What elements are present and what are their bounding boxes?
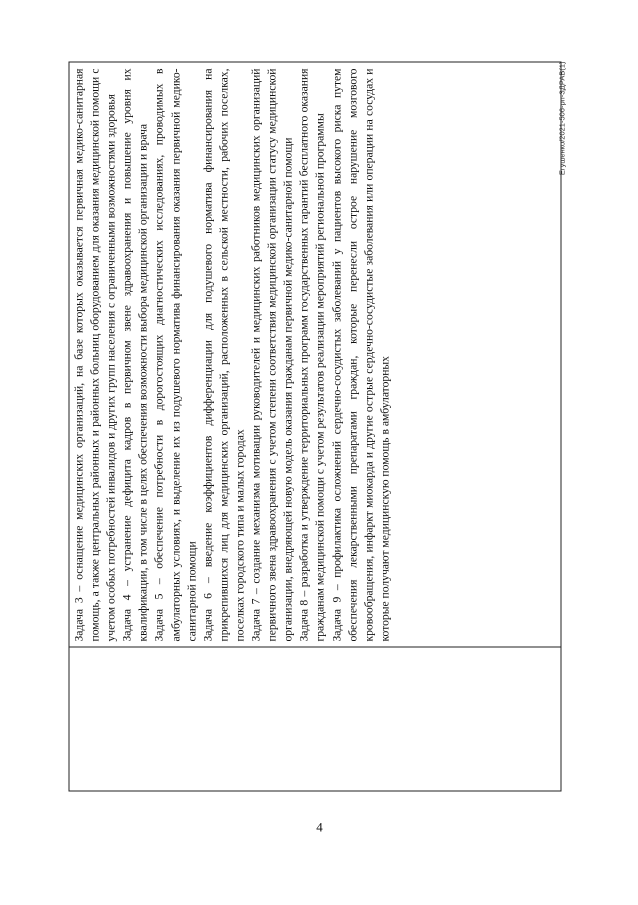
task-6: Задача 6 – введение коэффициентов дифференциации для подушевого норматива финансирования на прикрепившихся лиц для медицинских организаций, расположенных в сельской местности, рабочих поселках, поселках городского типа и малых городах — [201, 68, 247, 641]
task-9: Задача 9 – профилактика осложнений сердечно-сосудистых заболеваний у пациентов высокого риска путем обеспечения лекарственными препаратами граждан, которые перенесли острое нарушение мозгового кровообращения, инфаркт миокарда и другие острые сердечно-сосудистые заболевания или операции на сосудах и которые получают медицинскую помощь в амбулаторных — [330, 68, 392, 641]
tasks-table — [69, 61, 562, 791]
document-reference: Егушенко/2021-506-рп-ЗДРАВ(1) — [557, 61, 567, 175]
task-8: Задача 8 – разработка и утверждение территориальных программ государственных гарантий бесплатного оказания гражданам медицинской помощи с учетом результатов реализации мероприятий региональной программы — [297, 68, 327, 641]
rotated-content — [62, 57, 577, 847]
task-4: Задача 4 – устранение дефицита кадров в первичном звене здравоохранения и повышение уровня их квалификации, в том числе в целях обеспечения возможности выбора медицинской организации и врача — [120, 68, 150, 641]
table-left-cell — [70, 646, 561, 790]
page-number-text: 4 — [315, 819, 323, 834]
table-right-cell — [70, 62, 561, 646]
page-number — [62, 807, 577, 847]
task-5: Задача 5 – обеспечение потребности в дорогостоящих диагностических исследованиях, проводимых в амбулаторных условиях, и выделение их из подушевого норматива финансирования оказания первичной медико-санитарной помощи — [152, 68, 199, 641]
task-3: Задача 3 – оснащение медицинских организаций, на базе которых оказывается первичная медико-санитарная помощь, а также центральных районных и районных больниц оборудованием для оказания медицинской помощи с учетом особых потребностей инвалидов и других групп населения с ограниченными возможностями здоровья — [72, 68, 118, 641]
task-7: Задача 7 – создание механизма мотивации руководителей и медицинских работников медицинских организаций первичного звена здравоохранения с учетом степени соответствия медицинской организации статусу медицинской организации, внедряющей новую модель оказания гражданам первичной медико-санитарной помощи — [249, 68, 295, 641]
